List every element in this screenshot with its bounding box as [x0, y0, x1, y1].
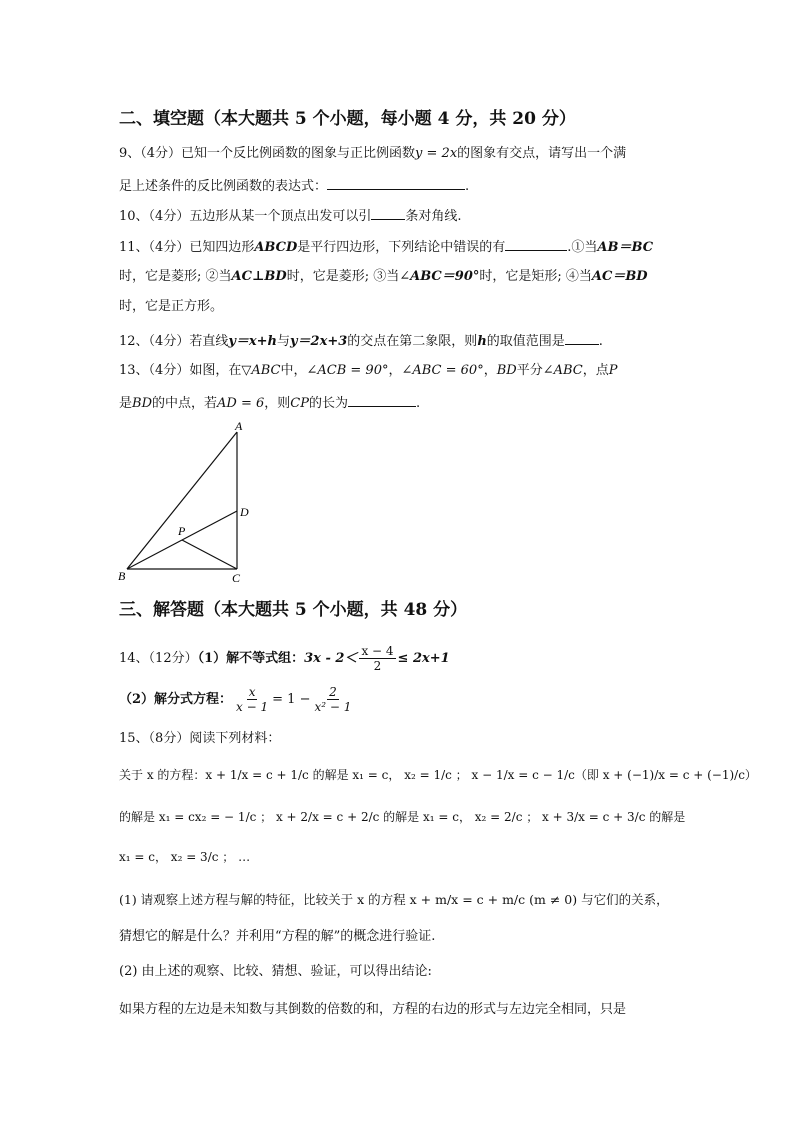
q13-angle: ∠ABC	[542, 363, 583, 378]
q11-mid: 是平行四边形，下列结论中错误的有	[297, 240, 506, 255]
q12-mid: 与	[276, 334, 290, 349]
q13-end: .	[416, 396, 421, 411]
q11-answer-blank[interactable]	[505, 237, 567, 251]
label-b: B	[118, 569, 126, 583]
question-15-part-2: (2) 由上述的观察、比较、猜想、验证，可以得出结论:	[119, 964, 432, 979]
question-15-title: 15、（8分）阅读下列材料：	[119, 731, 281, 746]
q9-end: .	[465, 179, 470, 194]
question-11-line-2	[119, 268, 648, 286]
label-c: C	[232, 571, 241, 585]
section-2-title: 二、填空题（本大题共 5 个小题，每小题 4 分，共 20 分）	[119, 109, 576, 129]
q12-h: h	[477, 334, 487, 349]
q14-frac-num: x − 4	[361, 644, 394, 658]
q13-mid1: 中，	[280, 363, 307, 378]
q11-c3-expr: ABC＝90°	[410, 269, 480, 284]
q9-line2: 足上述条件的反比例函数的表达式：	[119, 179, 328, 194]
q11-c1: .①当	[567, 240, 598, 255]
q11-prefix: 11、（4分）已知四边形	[119, 240, 255, 255]
q13-bd2: BD	[132, 396, 152, 411]
q9-answer-blank[interactable]	[327, 176, 465, 190]
q14-frac1-den: x − 1	[236, 700, 269, 714]
question-9-line-1	[119, 145, 626, 163]
q14-prefix: 14、（12分）	[119, 651, 198, 666]
q10-prefix: 10、（4分）五边形从某一个顶点出发可以引	[119, 209, 372, 224]
q13-ad: AD = 6	[217, 396, 265, 411]
q14-frac-den: 2	[373, 659, 382, 673]
q13-cp: CP	[290, 396, 309, 411]
line-pc	[182, 540, 237, 569]
q11-c1-expr: AB＝BC	[597, 240, 654, 255]
label-d: D	[240, 505, 249, 519]
triangle-figure	[110, 418, 270, 586]
q14-frac2-den: x² − 1	[314, 700, 352, 714]
line-ab	[127, 432, 237, 569]
q13-sep: ，	[388, 363, 402, 378]
q13-answer-blank[interactable]	[348, 393, 416, 407]
question-15-line-2: 的解是 x₁ = cx₂ = − 1/c ； x + 2/x = c + 2/c 的解是 x₁ = c， x₂ = 2/c ； x + 3/x = c + 3/c 的解是	[119, 810, 686, 824]
q14-frac1-num: x	[248, 685, 256, 699]
q10-answer-blank[interactable]	[371, 206, 405, 220]
q14-lhs: 3x - 2＜	[304, 651, 358, 666]
q13-line2d: 的长为	[308, 396, 348, 411]
q14-frac1	[234, 685, 270, 714]
q12-line2: y＝2x+3	[290, 334, 348, 349]
section-3-title: 三、解答题（本大题共 5 个小题，共 48 分）	[119, 600, 468, 620]
question-9-line-2	[119, 176, 469, 196]
q11-abcd: ABCD	[254, 240, 298, 255]
q11-c4-expr: AC＝BD	[591, 269, 648, 284]
label-p: P	[178, 524, 186, 538]
question-13-line-1	[119, 362, 618, 380]
question-10	[119, 206, 461, 226]
q14-frac2-num: 2	[329, 685, 337, 699]
question-11-line-3: 时，它是正方形。	[119, 299, 224, 314]
question-15-line-1: 关于 x 的方程：x + 1/x = c + 1/c 的解是 x₁ = c， x₂ = 1/c ； x − 1/x = c − 1/c（即 x + (−1)/x = c + (−1)/c）	[119, 768, 757, 782]
q13-angle-acb: ∠ACB = 90°	[306, 363, 389, 378]
question-14-part-2	[119, 685, 355, 715]
question-15-part-1b: 猜想它的解是什么？并利用“方程的解”的概念进行验证.	[119, 929, 436, 944]
q13-mid2: ，	[483, 363, 497, 378]
q13-prefix: 13、（4分）如图，在	[119, 363, 242, 378]
q14-part2-label: （2）解分式方程：	[119, 692, 233, 707]
q14-rhs: ≤ 2x+1	[397, 651, 450, 666]
question-14-part-1	[119, 644, 450, 674]
question-15-paragraph: 如果方程的左边是未知数与其倒数的倍数的和，方程的右边的形式与左边完全相同，只是	[119, 1002, 627, 1017]
question-15-line-3: x₁ = c， x₂ = 3/c ； …	[119, 850, 251, 864]
q13-bd: BD	[496, 363, 517, 378]
q12-answer-blank[interactable]	[565, 331, 599, 345]
q12-line1: y＝x+h	[228, 334, 277, 349]
q11-c2-expr: AC⊥BD	[231, 269, 287, 284]
q9-prefix: 9、（4分）已知一个反比例函数的图象与正比例函数	[119, 146, 416, 161]
q13-p: P	[608, 363, 618, 378]
q14-frac2	[312, 685, 353, 714]
q14-eq: = 1 −	[272, 692, 311, 707]
q13-line2a: 是	[119, 396, 133, 411]
q12-end: .	[598, 334, 603, 349]
label-a: A	[235, 419, 243, 433]
question-11-line-1	[119, 237, 653, 257]
q13-mid3: 平分	[516, 363, 543, 378]
q14-fraction	[359, 644, 395, 673]
q13-angle-abc: ∠ABC = 60°	[401, 363, 484, 378]
q10-suffix: 条对角线.	[405, 209, 462, 224]
q12-suffix: 的取值范围是	[486, 334, 565, 349]
question-12	[119, 331, 603, 351]
q9-suffix: 的图象有交点，请写出一个满	[457, 146, 627, 161]
q14-part1-label: （1）解不等式组：	[197, 651, 305, 666]
q9-expr: y = 2x	[415, 146, 458, 161]
question-13-line-2	[119, 393, 420, 413]
question-15-part-1: (1) 请观察上述方程与解的特征，比较关于 x 的方程 x + m/x = c + m/c (m ≠ 0) 与它们的关系，	[119, 892, 669, 907]
q13-line2c: ，则	[264, 396, 291, 411]
q12-mid2: 的交点在第二象限，则	[347, 334, 478, 349]
q11-line2b: 时，它是菱形; ③当∠	[286, 269, 411, 284]
q13-mid4: ，点	[582, 363, 609, 378]
q11-line2c: 时，它是矩形; ④当	[479, 269, 592, 284]
q11-line2a: 时，它是菱形; ②当	[119, 269, 232, 284]
q12-prefix: 12、（4分）若直线	[119, 334, 229, 349]
q13-line2b: 的中点，若	[152, 396, 218, 411]
q13-tri: ▽ABC	[241, 363, 281, 378]
